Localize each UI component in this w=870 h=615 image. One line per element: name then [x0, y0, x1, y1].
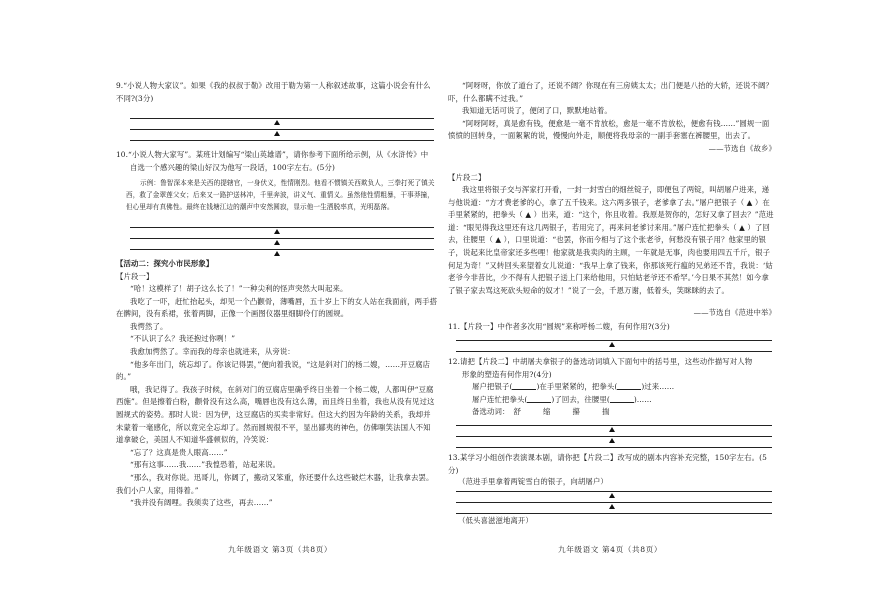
paragraph: 我吃了一吓，赶忙抬起头，却见一个凸颧骨，薄嘴唇，五十岁上下的女人站在我面前，两手搭在髀间，没有系裙，张着两脚，正像一个画图仪器里细脚伶仃的圆规。 [116, 296, 438, 319]
source-note: ——节选自《故乡》 [708, 143, 776, 153]
paragraph: “阿呀呀，你放了道台了，还说不阔？你现在有三房姨太太；出门便是八抬的大轿，还说不阔？吓，什么都瞒不过我。” [448, 81, 773, 103]
page-footer: 九年级语文 第4页（共8页） [558, 545, 663, 554]
question-10-line1: 10.“小说人物大家写”。某班计划编写“梁山英雄谱”，请你参考下面所给示例，从《水浒传》中 [116, 150, 429, 159]
verb-options-label: 备选动词： [472, 407, 510, 417]
verb-option: 缩 [542, 407, 551, 417]
excerpt-2-text [448, 184, 776, 297]
paragraph: 哦，我记得了。我孩子时候，在斜对门的豆腐店里确乎终日坐着一个杨二嫂，人都叫伊“豆腐西施”。但是擦着白粉，颧骨没有这么高，嘴唇也没有这么薄，而且终日坐着，我也从没有见过这圆规式的姿势。那时人说：因为伊，这豆腐店的买卖非常好。但这大约因为年龄的关系，我却并未蒙着一毫感化，所以竟完全忘却了。然而圆规很不平，显出鄙夷的神色，仿佛嗤笑法国人不知道拿破仑，美国人不知道华盛顿似的，冷笑说： [116, 384, 435, 445]
sentence-part: )…… [633, 394, 652, 404]
question-11: 11.【片段一】中作者多次用“圆规”来称呼杨二嫂，有何作用?(3分) [448, 322, 670, 331]
sentence-part: )了回去，往腰里( [551, 394, 610, 404]
sentence-part: 屠户连忙把拳头( [472, 394, 528, 404]
fill-blank[interactable] [527, 394, 551, 403]
question-10-example: 示例：鲁智深本来是关西的提辖官，一身伏义，性情刚烈。他看不惯镇关西欺负人，三拳打死了镇关西，救了金翠莲父女；后来又一路护送林冲，千里奔波，讲义气、重情义。虽然他性情粗暴，干事莽撞，但心里却有真佛性。最终在钱塘江边的潮声中安然圆寂，显示他一生洒脱率真，光明磊落。 [126, 179, 435, 211]
answer-line [130, 249, 434, 250]
answer-marker [274, 131, 280, 136]
answer-line [456, 502, 772, 503]
answer-marker [609, 427, 615, 432]
answer-marker [274, 120, 280, 125]
source-note: ——节选自《范进中举》 [693, 308, 776, 317]
script-opening: （范进手里拿着两锭雪白的银子，向胡屠户） [458, 477, 608, 486]
question-12-sentence-1 [448, 381, 776, 394]
answer-line [130, 118, 434, 119]
paragraph: “哈！这模样了！胡子这么长了！”一种尖利的怪声突然大叫起来。 [130, 284, 348, 293]
fill-blank[interactable] [617, 381, 641, 390]
right-page [448, 0, 776, 615]
excerpt-1-continued [448, 80, 776, 156]
paragraph: “那有这事……我……”我惶恐着，站起来说。 [130, 460, 281, 470]
question-10-line2: 自选一个感兴趣的梁山好汉为他写一段话，100字左右。(5分) [130, 162, 335, 172]
verb-option: 攥 [572, 407, 580, 417]
paragraph: 我这里将银子交与浑家打开看，一封一封雪白的细丝锭子，即便包了两锭，叫胡屠户进来，递与他说道：“方才费老爹的心，拿了五千钱来。这六两多银子，老爹拿了去。”屠户把银子（ ▲ ）在手里紧紧的，把拳头（ ▲ ）出来，道：“这个，你且收着。我原是贺你的，怎好又拿了回去？”范进道：“眼见得我这里还有这几两银子，若用完了，再来问老爹讨来用。”屠户连忙把拳头（ ▲ ）了回去，往腰里（ ▲ ），口里说道：“也罢，你而今相与了这个张老爷，何愁没有银子用？他家里的银子，说起来比皇帝家还多些哩！他家就是我卖肉的主顾，一年就是无事，肉也要用四五千斤，银子何足为奇！”又转回头来望着女儿说道：“我早上拿了钱来，你那该死行瘟的兄弟还不肯，我说：‘姑老爷今非昔比，少不得有人把银子送上门来给他用，只怕姑老爷还不希罕。’今日果不其然！如今拿了银子家去骂这死砍头短命的奴才！”说了一会，千恩万谢，低着头，笑眯眯的去了。 [448, 185, 774, 295]
paragraph: “阿呀阿呀，真是愈有钱，便愈是一毫不肯放松，愈是一毫不肯放松，便愈有钱……”圆规一面愤愤的回转身，一面絮絮的说，慢慢向外走，顺便将我母亲的一副手套塞在裤腰里，出去了。 [448, 118, 770, 141]
paragraph: “那么，我对你说。迅哥儿，你阔了，搬动又笨重，你还要什么这些破烂木器，让我拿去罢。我们小户人家，用得着。” [116, 472, 434, 495]
question-12-line1: 12.请把【片段二】中胡屠夫拿银子的备选动词填入下面句中的括号里，这些动作描写对人物 [448, 357, 753, 366]
question-13: 13.某学习小组创作表演课本剧，请你把【片段二】改写成的剧本内容补充完整，150字左右。(5分) [448, 453, 767, 475]
verb-options [448, 406, 776, 419]
question-12-line2: 形象的塑造有何作用?(4分) [462, 369, 552, 379]
fill-blank[interactable] [512, 381, 536, 390]
paragraph: 我愈加愕然了。幸而我的母亲也就进来，从旁说： [130, 346, 295, 356]
sentence-part: 屠户把银子( [472, 382, 513, 392]
fill-blank[interactable] [610, 394, 634, 403]
answer-marker [274, 240, 280, 245]
excerpt-1-text [116, 283, 438, 510]
question-12 [448, 356, 776, 419]
sentence-part: )在手里紧紧的，把拳头( [536, 382, 618, 392]
activity-2-heading: 【活动二：探究小市民形象】 [116, 259, 214, 268]
answer-line [456, 491, 772, 492]
paragraph: 我知道无话可说了，便闭了口，默默地站着。 [462, 106, 612, 116]
answer-line [456, 447, 772, 448]
answer-line [456, 340, 772, 341]
answer-line [130, 227, 434, 228]
verb-option: 揣 [601, 407, 610, 417]
paragraph: “我并没有阔哩。我须卖了这些，再去……” [130, 498, 273, 508]
left-page [116, 0, 438, 615]
paragraph: “忘了？这真是贵人眼高……” [130, 447, 228, 457]
script-closing: （低头喜滋滋地离开） [458, 516, 533, 525]
answer-marker [609, 504, 615, 509]
answer-line [456, 436, 772, 437]
paragraph: 我愕然了。 [130, 321, 168, 331]
question-12-sentence-2 [448, 394, 776, 407]
answer-marker [609, 438, 615, 443]
answer-marker [274, 251, 280, 256]
answer-marker [274, 229, 280, 234]
question-10 [116, 149, 438, 174]
answer-line [456, 513, 772, 514]
excerpt-1-label: 【片段一】 [116, 272, 154, 281]
paragraph: “他多年出门，统忘却了。你该记得罢，”便向着我说，“这是斜对门的杨二嫂，……开豆腐店的。” [116, 359, 431, 382]
sentence-part: )过来…… [641, 382, 675, 392]
question-9: 9.“小说人物大家议”。如果《我的叔叔于勒》改用于勒为第一人称叙述故事，这篇小说会有什么不同?(3分) [116, 81, 431, 103]
paragraph: “不认识了么？我还抱过你咧！” [130, 334, 236, 344]
answer-line [130, 140, 434, 141]
answer-marker [609, 493, 615, 498]
verb-option: 舒 [513, 407, 521, 417]
answer-line [456, 351, 772, 352]
answer-line [456, 425, 772, 426]
excerpt-2-label: 【片段二】 [448, 173, 486, 182]
answer-line [130, 129, 434, 130]
answer-marker [609, 342, 615, 347]
page-footer: 九年级语文 第3页（共8页） [228, 545, 333, 554]
answer-line [130, 238, 434, 239]
